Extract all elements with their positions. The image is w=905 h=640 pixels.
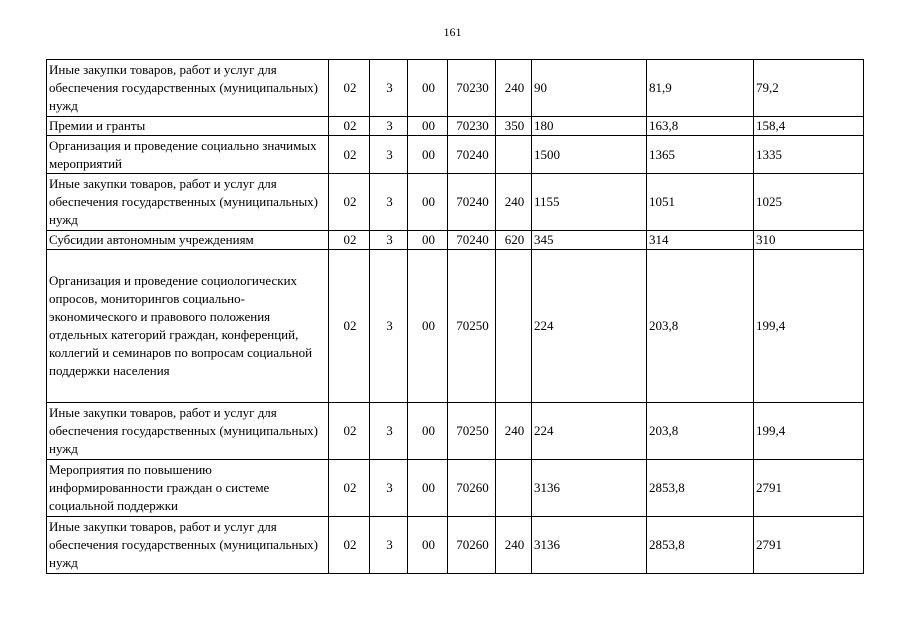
code-section: 02 — [329, 60, 370, 117]
code-subsection: 3 — [370, 403, 408, 460]
code-group: 00 — [408, 460, 448, 517]
row-name: Иные закупки товаров, работ и услуг для обеспечения государственных (муниципальных) нужд — [47, 403, 329, 460]
table-row — [47, 174, 864, 231]
table-body — [47, 60, 864, 574]
amount-year-1: 90 — [532, 60, 647, 117]
page-number: 161 — [443, 25, 462, 39]
code-section: 02 — [329, 460, 370, 517]
code-section: 02 — [329, 403, 370, 460]
amount-year-3: 1025 — [754, 174, 864, 231]
amount-year-1: 224 — [532, 250, 647, 403]
row-name: Субсидии автономным учреждениям — [47, 231, 329, 250]
amount-year-3: 310 — [754, 231, 864, 250]
table-row — [47, 250, 864, 403]
code-group: 00 — [408, 403, 448, 460]
amount-year-3: 158,4 — [754, 117, 864, 136]
code-group: 00 — [408, 60, 448, 117]
amount-year-3: 79,2 — [754, 60, 864, 117]
table-row — [47, 517, 864, 574]
code-section: 02 — [329, 231, 370, 250]
code-group: 00 — [408, 517, 448, 574]
table-row — [47, 117, 864, 136]
amount-year-3: 1335 — [754, 136, 864, 174]
table-row — [47, 231, 864, 250]
amount-year-1: 345 — [532, 231, 647, 250]
amount-year-1: 224 — [532, 403, 647, 460]
budget-table — [46, 59, 864, 574]
amount-year-3: 199,4 — [754, 250, 864, 403]
amount-year-1: 3136 — [532, 460, 647, 517]
code-expense-type: 240 — [496, 517, 532, 574]
code-section: 02 — [329, 136, 370, 174]
code-group: 00 — [408, 231, 448, 250]
amount-year-2: 314 — [647, 231, 754, 250]
amount-year-2: 81,9 — [647, 60, 754, 117]
row-name: Иные закупки товаров, работ и услуг для обеспечения государственных (муниципальных) нужд — [47, 174, 329, 231]
code-item: 70260 — [448, 460, 496, 517]
code-expense-type: 240 — [496, 60, 532, 117]
code-expense-type — [496, 136, 532, 174]
code-group: 00 — [408, 136, 448, 174]
code-subsection: 3 — [370, 517, 408, 574]
row-name: Премии и гранты — [47, 117, 329, 136]
row-name: Иные закупки товаров, работ и услуг для обеспечения государственных (муниципальных) нужд — [47, 60, 329, 117]
amount-year-3: 2791 — [754, 517, 864, 574]
amount-year-1: 3136 — [532, 517, 647, 574]
code-subsection: 3 — [370, 60, 408, 117]
amount-year-3: 2791 — [754, 460, 864, 517]
code-item: 70240 — [448, 231, 496, 250]
amount-year-3: 199,4 — [754, 403, 864, 460]
code-item: 70240 — [448, 174, 496, 231]
code-item: 70250 — [448, 403, 496, 460]
row-name: Организация и проведение социально значимых мероприятий — [47, 136, 329, 174]
code-group: 00 — [408, 250, 448, 403]
code-expense-type — [496, 460, 532, 517]
code-group: 00 — [408, 174, 448, 231]
table-row — [47, 460, 864, 517]
code-subsection: 3 — [370, 174, 408, 231]
row-name: Иные закупки товаров, работ и услуг для обеспечения государственных (муниципальных) нужд — [47, 517, 329, 574]
amount-year-2: 203,8 — [647, 250, 754, 403]
amount-year-2: 1051 — [647, 174, 754, 231]
amount-year-2: 2853,8 — [647, 517, 754, 574]
amount-year-1: 1500 — [532, 136, 647, 174]
amount-year-1: 180 — [532, 117, 647, 136]
row-name: Организация и проведение социологических опросов, мониторингов социально-экономического и правового положения отдельных категорий граждан, конференций, коллегий и семинаров по вопросам социальной поддержки населения — [47, 250, 329, 403]
amount-year-1: 1155 — [532, 174, 647, 231]
code-expense-type: 620 — [496, 231, 532, 250]
code-section: 02 — [329, 517, 370, 574]
code-item: 70260 — [448, 517, 496, 574]
amount-year-2: 1365 — [647, 136, 754, 174]
code-expense-type: 240 — [496, 174, 532, 231]
code-section: 02 — [329, 174, 370, 231]
table-row — [47, 60, 864, 117]
table-row — [47, 403, 864, 460]
code-group: 00 — [408, 117, 448, 136]
code-item: 70230 — [448, 60, 496, 117]
row-name: Мероприятия по повышению информированности граждан о системе социальной поддержки — [47, 460, 329, 517]
code-section: 02 — [329, 117, 370, 136]
code-subsection: 3 — [370, 231, 408, 250]
code-subsection: 3 — [370, 117, 408, 136]
code-expense-type: 350 — [496, 117, 532, 136]
code-subsection: 3 — [370, 250, 408, 403]
code-item: 70240 — [448, 136, 496, 174]
code-section: 02 — [329, 250, 370, 403]
code-expense-type: 240 — [496, 403, 532, 460]
amount-year-2: 2853,8 — [647, 460, 754, 517]
amount-year-2: 203,8 — [647, 403, 754, 460]
amount-year-2: 163,8 — [647, 117, 754, 136]
code-item: 70250 — [448, 250, 496, 403]
code-expense-type — [496, 250, 532, 403]
code-subsection: 3 — [370, 460, 408, 517]
code-subsection: 3 — [370, 136, 408, 174]
code-item: 70230 — [448, 117, 496, 136]
table-row — [47, 136, 864, 174]
